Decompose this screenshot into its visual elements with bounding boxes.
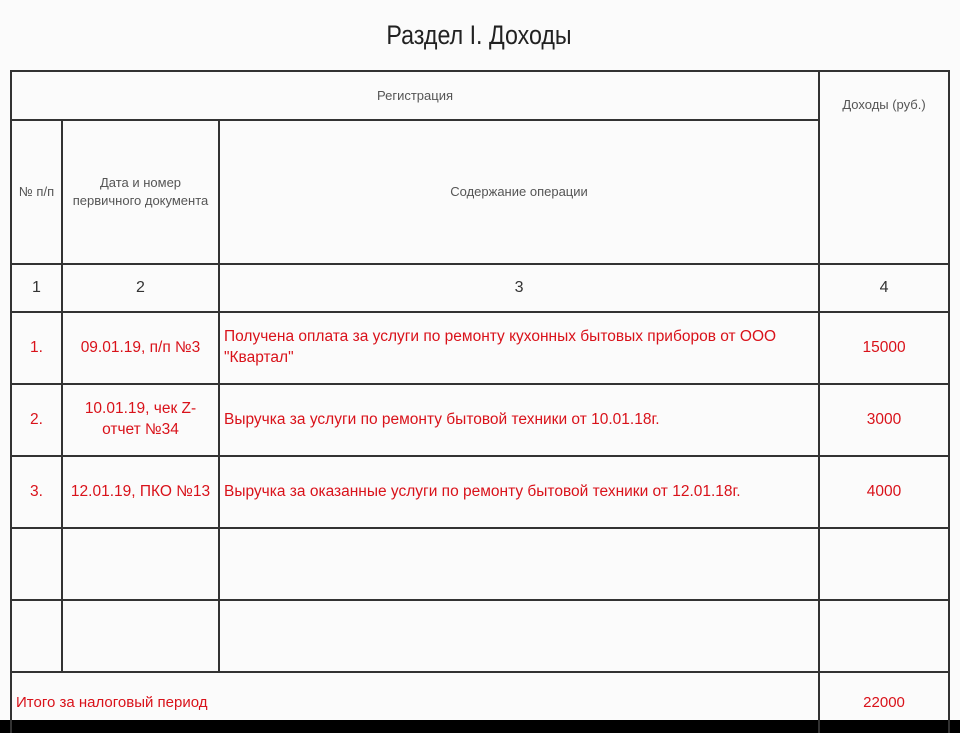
empty-cell xyxy=(62,600,219,672)
row-content: Выручка за услуги по ремонту бытовой техники от 10.01.18г. xyxy=(219,384,819,456)
col-number: 3 xyxy=(219,264,819,312)
empty-row xyxy=(11,528,949,600)
row-num: 3. xyxy=(11,456,62,528)
empty-cell xyxy=(11,600,62,672)
header-income: Доходы (руб.) xyxy=(819,71,949,264)
table-row xyxy=(11,456,949,528)
row-date-doc: 12.01.19, ПКО №13 xyxy=(62,456,219,528)
row-income: 4000 xyxy=(819,456,949,528)
table-row xyxy=(11,312,949,384)
empty-cell xyxy=(219,600,819,672)
row-income: 3000 xyxy=(819,384,949,456)
header-date-doc: Дата и номер первичного документа xyxy=(62,120,219,264)
empty-cell xyxy=(819,528,949,600)
header-content: Содержание операции xyxy=(219,120,819,264)
row-num: 2. xyxy=(11,384,62,456)
total-label: Итого за налоговый период xyxy=(11,672,819,733)
table-row xyxy=(11,384,949,456)
page-title: Раздел I. Доходы xyxy=(386,19,572,50)
col-number: 4 xyxy=(819,264,949,312)
row-date-doc: 10.01.19, чек Z-отчет №34 xyxy=(62,384,219,456)
header-num: № п/п xyxy=(11,120,62,264)
empty-cell xyxy=(11,528,62,600)
row-content: Выручка за оказанные услуги по ремонту бытовой техники от 12.01.18г. xyxy=(219,456,819,528)
row-num: 1. xyxy=(11,312,62,384)
header-registration: Регистрация xyxy=(11,71,819,120)
empty-cell xyxy=(62,528,219,600)
total-value: 22000 xyxy=(819,672,949,733)
col-number: 2 xyxy=(62,264,219,312)
col-number: 1 xyxy=(11,264,62,312)
empty-row xyxy=(11,600,949,672)
column-numbers-row xyxy=(11,264,949,312)
row-date-doc: 09.01.19, п/п №3 xyxy=(62,312,219,384)
row-content: Получена оплата за услуги по ремонту кухонных бытовых приборов от ООО "Квартал" xyxy=(219,312,819,384)
empty-cell xyxy=(819,600,949,672)
income-table xyxy=(10,70,950,733)
empty-cell xyxy=(219,528,819,600)
total-row xyxy=(11,672,949,733)
row-income: 15000 xyxy=(819,312,949,384)
